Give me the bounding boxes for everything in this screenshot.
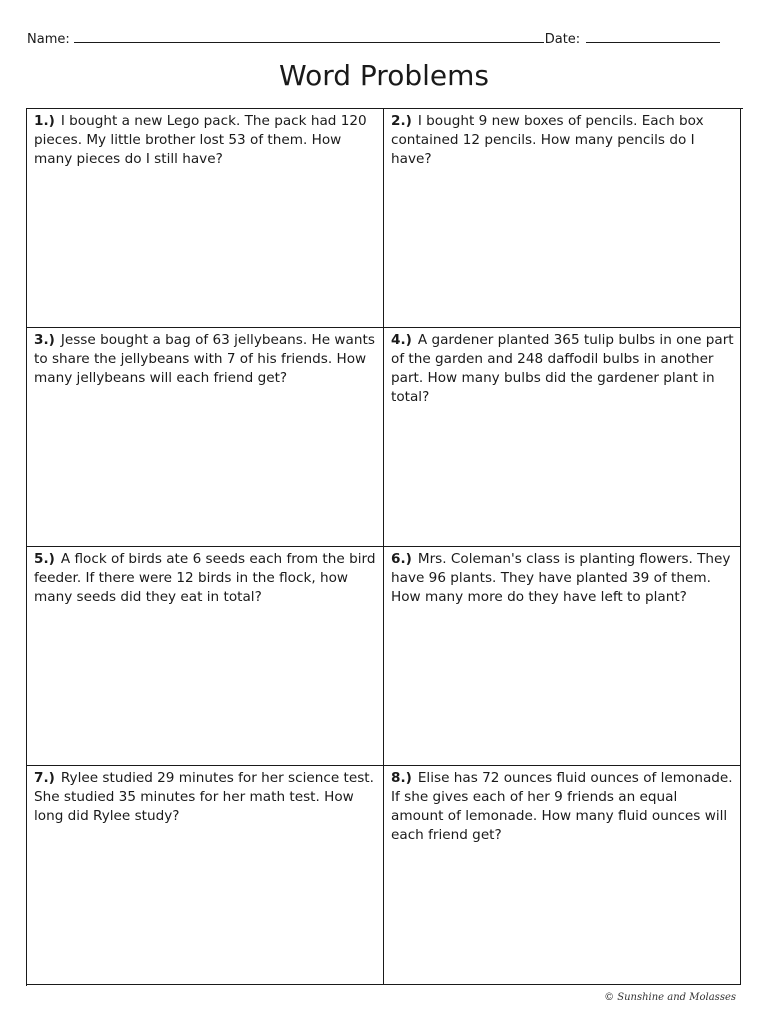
problem-cell-8[interactable] (384, 766, 741, 985)
problems-grid (26, 108, 743, 986)
problem-number: 7.) (34, 770, 55, 786)
problem-number: 4.) (391, 332, 412, 348)
name-date-header (27, 30, 742, 48)
date-label: Date: (544, 32, 581, 47)
problem-cell-3[interactable] (27, 328, 384, 547)
problem-number: 1.) (34, 113, 55, 129)
problem-number: 2.) (391, 113, 412, 129)
page-title: Word Problems (279, 59, 489, 92)
problem-cell-2[interactable] (384, 109, 741, 328)
problem-text: I bought a new Lego pack. The pack had 120 pieces. My little brother lost 53 of them. How many pieces do I still have? (34, 113, 367, 167)
problem-cell-4[interactable] (384, 328, 741, 547)
problem-cell-5[interactable] (27, 547, 384, 766)
problem-text: Rylee studied 29 minutes for her science test. She studied 35 minutes for her math test. How long did Rylee study? (34, 770, 374, 824)
problem-text: A flock of birds ate 6 seeds each from the bird feeder. If there were 12 birds in the flock, how many seeds did they eat in total? (34, 551, 376, 605)
problem-cell-7[interactable] (27, 766, 384, 985)
credit-signature: © Sunshine and Molasses (604, 992, 736, 1003)
name-blank-line[interactable] (74, 30, 544, 43)
problem-text: Elise has 72 ounces fluid ounces of lemonade. If she gives each of her 9 friends an equal amount of lemonade. How many fluid ounces will each friend get? (391, 770, 733, 843)
problem-text: A gardener planted 365 tulip bulbs in one part of the garden and 248 daffodil bulbs in another part. How many bulbs did the gardener plant in total? (391, 332, 734, 405)
problem-text: I bought 9 new boxes of pencils. Each box contained 12 pencils. How many pencils do I have? (391, 113, 704, 167)
name-label: Name: (27, 32, 70, 47)
problem-number: 8.) (391, 770, 412, 786)
date-blank-line[interactable] (586, 30, 720, 43)
problem-cell-1[interactable] (27, 109, 384, 328)
problem-cell-6[interactable] (384, 547, 741, 766)
problem-text: Jesse bought a bag of 63 jellybeans. He wants to share the jellybeans with 7 of his friends. How many jellybeans will each friend get? (34, 332, 375, 386)
problem-number: 3.) (34, 332, 55, 348)
problem-number: 6.) (391, 551, 412, 567)
problem-text: Mrs. Coleman's class is planting flowers. They have 96 plants. They have planted 39 of them. How many more do they have left to plant? (391, 551, 731, 605)
problem-number: 5.) (34, 551, 55, 567)
